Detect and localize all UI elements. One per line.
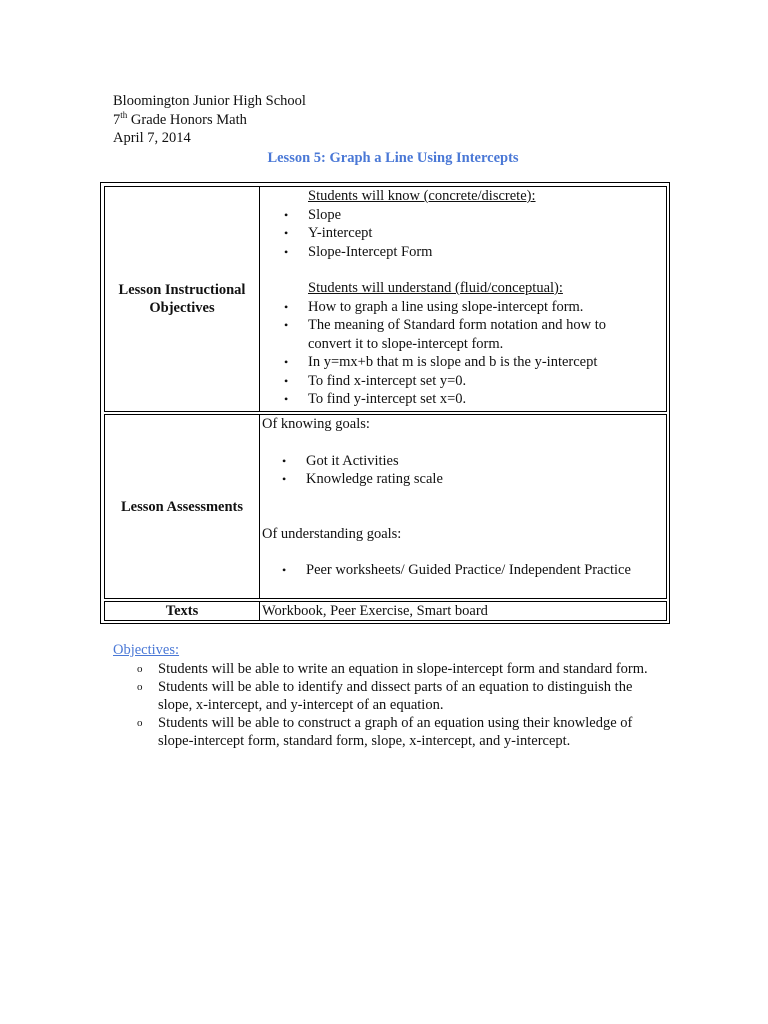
list-item: • Slope-Intercept Form [284, 243, 433, 260]
list-item: • Knowledge rating scale [282, 471, 443, 487]
objectives-label-cell [104, 186, 260, 412]
list-item: o Students will be able to identify and dissect parts of an equation to distinguish the slope, x-intercept, and y-intercept of an equation. [137, 679, 633, 713]
grade-rest: Grade Honors Math [127, 111, 247, 128]
texts-content-cell [259, 601, 667, 621]
texts-value: Workbook, Peer Exercise, Smart board [262, 603, 488, 619]
know-heading: Students will know (concrete/discrete): [308, 188, 536, 204]
understand-list [264, 298, 662, 409]
objectives-list [113, 660, 658, 750]
understanding-list [262, 561, 662, 580]
document-header [113, 92, 673, 167]
lesson-date: April 7, 2014 [113, 130, 191, 146]
understanding-heading: Of understanding goals: [262, 525, 402, 542]
list-item: • Y-intercept [284, 225, 373, 241]
knowing-list [262, 452, 662, 489]
objectives-label-line1: Lesson Instructional [118, 282, 246, 298]
objectives-section [113, 641, 658, 750]
understand-heading: Students will understand (fluid/conceptual): [308, 280, 563, 296]
list-item: o Students will be able to construct a graph of an equation using their knowledge of slope-intercept form, standard form, slope, x-intercept, and y-intercept. [137, 715, 633, 749]
list-item: o Students will be able to write an equation in slope-intercept form and standard form. [137, 661, 648, 677]
knowing-heading: Of knowing goals: [262, 416, 370, 432]
assessments-label-cell [104, 414, 260, 599]
grade-number: 7 [113, 111, 121, 128]
texts-label: Texts [165, 603, 199, 619]
know-list [264, 206, 662, 262]
objectives-title: Objectives: [113, 642, 180, 658]
objectives-content-cell [259, 186, 667, 412]
list-item: • How to graph a line using slope-intercept form. [284, 298, 584, 315]
lesson-plan-table [100, 182, 670, 624]
list-item: • To find y-intercept set x=0. [284, 391, 467, 407]
objectives-label-line2: Objectives [149, 300, 215, 316]
list-item: • The meaning of Standard form notation and how to convert it to slope-intercept form. [284, 317, 606, 352]
list-item: • Slope [284, 206, 342, 223]
course-name [113, 111, 673, 130]
texts-label-cell [104, 601, 260, 621]
school-name: Bloomington Junior High School [113, 93, 306, 109]
list-item: • Got it Activities [282, 452, 399, 469]
list-item: • To find x-intercept set y=0. [284, 372, 467, 389]
lesson-title: Lesson 5: Graph a Line Using Intercepts [267, 149, 519, 166]
grade-superscript: th [120, 109, 128, 120]
assessments-content-cell [259, 414, 667, 599]
list-item: • Peer worksheets/ Guided Practice/ Independent Practice [282, 562, 631, 578]
assessments-label: Lesson Assessments [120, 498, 244, 515]
list-item: • In y=mx+b that m is slope and b is the y-intercept [284, 354, 598, 370]
